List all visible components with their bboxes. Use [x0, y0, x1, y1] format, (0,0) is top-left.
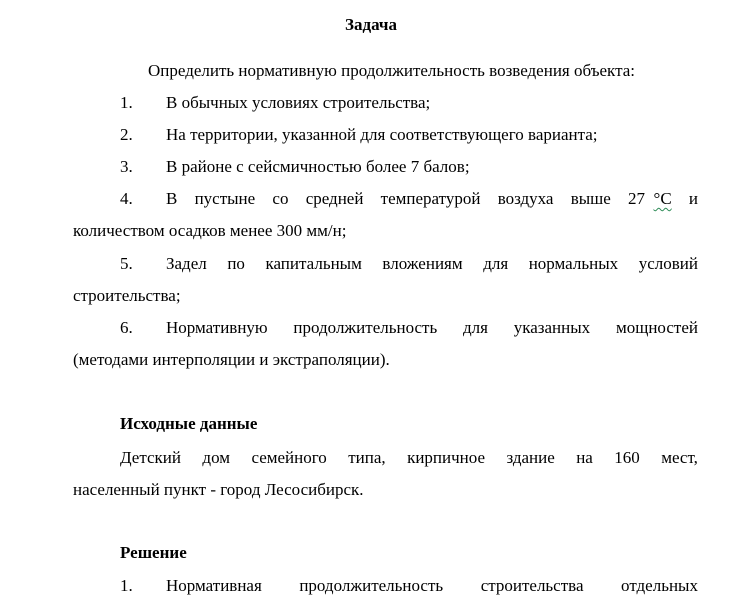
- word: выше: [570, 189, 611, 208]
- word: воздуха: [497, 189, 554, 208]
- solution-item-line1: [166, 576, 698, 596]
- word: продолжительность: [299, 576, 444, 595]
- word: температурой: [380, 189, 481, 208]
- list-item-text-line1: [166, 318, 698, 338]
- list-item-number: 4.: [120, 189, 133, 208]
- source-data-line1: [120, 448, 698, 468]
- word: нормальных: [528, 254, 619, 273]
- source-data-heading: Исходные данные: [120, 414, 258, 433]
- list-item-number: 5.: [120, 254, 133, 273]
- list-item-text-line2: (методами интерполяции и экстраполяции).: [73, 350, 390, 369]
- list-item-text: В обычных условиях строительства;: [166, 93, 431, 112]
- word: Задел: [166, 254, 207, 273]
- list-item-text-line2: количеством осадков менее 300 мм/н;: [73, 221, 347, 240]
- word: условий: [638, 254, 698, 273]
- word: указанных: [513, 318, 591, 337]
- list-item-number: 2.: [120, 125, 133, 144]
- word: по: [227, 254, 245, 273]
- word: Детский: [120, 448, 181, 467]
- list-item-number: 3.: [120, 157, 133, 176]
- word: капитальным: [265, 254, 362, 273]
- list-item-text: На территории, указанной для соответствующего варианта;: [166, 125, 598, 144]
- word: семейного: [251, 448, 327, 467]
- temperature-unit: °С: [653, 189, 672, 208]
- word: Нормативную: [166, 318, 268, 337]
- source-data-line2: населенный пункт - город Лесосибирск.: [73, 480, 364, 499]
- word: на: [576, 448, 593, 467]
- word: В: [166, 189, 178, 208]
- word: дом: [202, 448, 231, 467]
- word: для: [483, 254, 509, 273]
- list-item-text: В районе с сейсмичностью более 7 балов;: [166, 157, 470, 176]
- word: типа,: [348, 448, 386, 467]
- solution-heading: Решение: [120, 543, 187, 562]
- word: со: [272, 189, 289, 208]
- word: Нормативная: [166, 576, 262, 595]
- list-item-text-line1: [166, 189, 698, 209]
- word: средней: [305, 189, 364, 208]
- word: и: [688, 189, 698, 208]
- word: мощностей: [615, 318, 698, 337]
- list-item-number: 1.: [120, 576, 133, 595]
- word: здание: [506, 448, 555, 467]
- list-item-text-line1: [166, 254, 698, 274]
- word: для: [463, 318, 488, 337]
- word: кирпичное: [407, 448, 486, 467]
- word: 160: [614, 448, 640, 467]
- page-title: Задача: [345, 15, 397, 34]
- list-item-text-line2: строительства;: [73, 286, 181, 305]
- intro-paragraph: Определить нормативную продолжительность возведения объекта:: [148, 61, 635, 80]
- temperature-value: [628, 189, 672, 209]
- word: пустыне: [194, 189, 256, 208]
- word: продолжительность: [293, 318, 438, 337]
- list-item-number: 6.: [120, 318, 133, 337]
- word: строительства: [480, 576, 584, 595]
- word: вложениям: [382, 254, 463, 273]
- temperature-number: 27: [628, 189, 646, 208]
- list-item-number: 1.: [120, 93, 133, 112]
- word: отдельных: [621, 576, 698, 595]
- word: мест,: [661, 448, 698, 467]
